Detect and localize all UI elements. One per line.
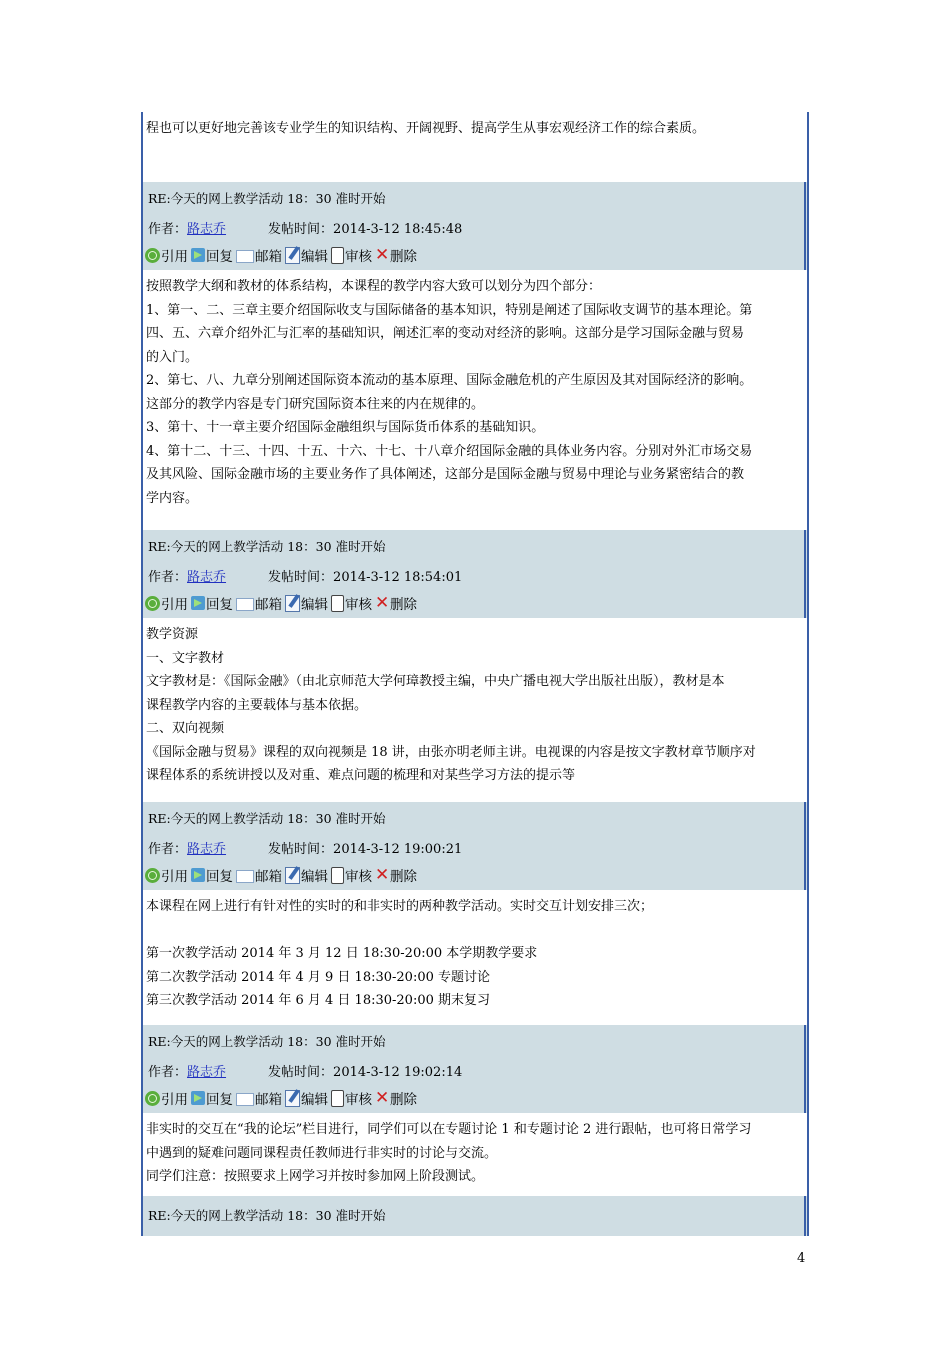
time-label: 发帖时间： <box>268 222 334 237</box>
quote-icon <box>145 596 160 611</box>
post-header <box>143 182 807 270</box>
quote-label: 引用 <box>161 1092 188 1108</box>
body-line: 中遇到的疑难问题同课程责任教师进行非实时的讨论与交流。 <box>146 1145 498 1161</box>
mail-icon <box>236 598 254 611</box>
author-label: 作者： <box>148 570 188 585</box>
quote-button[interactable] <box>145 1088 188 1108</box>
post-body <box>146 895 810 1013</box>
reply-icon <box>191 868 205 882</box>
body-line: 非实时的交互在“我的论坛”栏目进行，同学们可以在专题讨论 1 和专题讨论 2 进行跟帖，也可将日常学习 <box>146 1122 752 1137</box>
author-link[interactable]: 路志乔 <box>187 222 227 237</box>
mail-label: 邮箱 <box>255 249 282 265</box>
author-link[interactable]: 路志乔 <box>187 570 227 585</box>
body-line: 按照教学大纲和教材的体系结构，本课程的教学内容大致可以划分为四个部分： <box>146 279 602 294</box>
author-link[interactable]: 路志乔 <box>187 842 227 857</box>
edit-button[interactable] <box>285 245 328 265</box>
body-line: 文字教材是：《国际金融》（由北京师范大学何璋教授主编，中央广播电视大学出版社出版），教材是本 <box>146 674 725 689</box>
body-line: 3、第十、十一章主要介绍国际金融组织与国际货币体系的基础知识。 <box>146 420 545 435</box>
audit-icon <box>331 1090 344 1107</box>
post-title: RE:今天的网上教学活动 18：30 准时开始 <box>148 1034 386 1049</box>
post-header <box>143 1025 807 1113</box>
post-meta <box>148 1061 462 1080</box>
quote-label: 引用 <box>161 249 188 265</box>
delete-icon: ✕ <box>375 1088 390 1108</box>
quote-label: 引用 <box>161 597 188 613</box>
header-border <box>804 182 806 270</box>
post-title: RE:今天的网上教学活动 18：30 准时开始 <box>148 191 386 206</box>
delete-label: 删除 <box>390 597 417 613</box>
post-time: 2014-3-12 19:00:21 <box>333 842 463 857</box>
body-line: 学内容。 <box>146 490 199 506</box>
post-time: 2014-3-12 18:45:48 <box>333 222 463 237</box>
mail-icon <box>236 1093 254 1106</box>
quote-label: 引用 <box>161 869 188 885</box>
audit-label: 审核 <box>345 1092 372 1108</box>
reply-icon <box>191 596 205 610</box>
post-body <box>146 623 810 788</box>
delete-label: 删除 <box>390 1092 417 1108</box>
post-title: RE:今天的网上教学活动 18：30 准时开始 <box>148 1208 386 1223</box>
body-line: 二、双向视频 <box>146 721 225 736</box>
reply-icon <box>191 1091 205 1105</box>
reply-label: 回复 <box>206 597 233 613</box>
body-line: 这部分的教学内容是专门研究国际资本往来的内在规律的。 <box>146 396 485 412</box>
reply-label: 回复 <box>206 869 233 885</box>
body-line <box>146 919 810 943</box>
post-title: RE:今天的网上教学活动 18：30 准时开始 <box>148 539 386 554</box>
edit-icon <box>285 247 300 264</box>
edit-label: 编辑 <box>301 249 328 265</box>
time-label: 发帖时间： <box>268 842 334 857</box>
mail-label: 邮箱 <box>255 869 282 885</box>
post-meta <box>148 218 462 237</box>
body-line: 第三次教学活动 2014 年 6 月 4 日 18:30-20:00 期末复习 <box>146 993 491 1008</box>
edit-button[interactable] <box>285 1088 328 1108</box>
quote-icon <box>145 1091 160 1106</box>
mail-label: 邮箱 <box>255 597 282 613</box>
post-meta <box>148 838 462 857</box>
author-label: 作者： <box>148 222 188 237</box>
edit-icon <box>285 867 300 884</box>
body-line: 《国际金融与贸易》课程的双向视频是 18 讲，由张亦明老师主讲。电视课的内容是按文字教材章节顺序对 <box>146 744 756 760</box>
delete-button[interactable] <box>375 593 417 613</box>
author-label: 作者： <box>148 842 188 857</box>
quote-icon <box>145 868 160 883</box>
edit-icon <box>285 595 300 612</box>
author-link[interactable]: 路志乔 <box>187 1065 227 1080</box>
quote-button[interactable] <box>145 593 188 613</box>
author-label: 作者： <box>148 1065 188 1080</box>
mail-label: 邮箱 <box>255 1092 282 1108</box>
header-border <box>804 530 806 618</box>
edit-label: 编辑 <box>301 1092 328 1108</box>
body-line: 1、第一、二、三章主要介绍国际收支与国际储备的基本知识，特别是阐述了国际收支调节的基本理论。第 <box>146 302 753 318</box>
intro-paragraph <box>146 117 810 141</box>
delete-icon: ✕ <box>375 593 390 613</box>
quote-icon <box>145 248 160 263</box>
body-line: 一、文字教材 <box>146 650 225 666</box>
page-number: 4 <box>797 1251 806 1266</box>
edit-label: 编辑 <box>301 597 328 613</box>
delete-label: 删除 <box>390 869 417 885</box>
edit-icon <box>285 1090 300 1107</box>
edit-label: 编辑 <box>301 869 328 885</box>
reply-label: 回复 <box>206 249 233 265</box>
delete-button[interactable] <box>375 1088 417 1108</box>
post-toolbar <box>145 865 420 885</box>
mail-button[interactable] <box>236 245 282 265</box>
delete-label: 删除 <box>390 249 417 265</box>
post-body <box>146 275 810 510</box>
audit-label: 审核 <box>345 597 372 613</box>
reply-label: 回复 <box>206 1092 233 1108</box>
body-line: 四、五、六章介绍外汇与汇率的基础知识，阐述汇率的变动对经济的影响。这部分是学习国际金融与贸易 <box>146 326 745 341</box>
mail-button[interactable] <box>236 593 282 613</box>
post-meta <box>148 566 462 585</box>
body-line: 4、第十二、十三、十四、十五、十六、十七、十八章介绍国际金融的具体业务内容。分别对外汇市场交易 <box>146 443 753 459</box>
body-line: 2、第七、八、九章分别阐述国际资本流动的基本原理、国际金融危机的产生原因及其对国际经济的影响。 <box>146 373 753 388</box>
quote-button[interactable] <box>145 865 188 885</box>
body-line: 本课程在网上进行有针对性的实时的和非实时的两种教学活动。实时交互计划安排三次； <box>146 899 654 914</box>
reply-button[interactable] <box>191 1088 233 1108</box>
post-header <box>143 530 807 618</box>
audit-button[interactable] <box>331 1088 372 1108</box>
post-time: 2014-3-12 18:54:01 <box>333 570 463 585</box>
reply-button[interactable] <box>191 593 233 613</box>
mail-icon <box>236 250 254 263</box>
time-label: 发帖时间： <box>268 570 334 585</box>
delete-button[interactable] <box>375 865 417 885</box>
post-toolbar <box>145 593 420 613</box>
post-toolbar <box>145 245 420 265</box>
body-line: 第一次教学活动 2014 年 3 月 12 日 18:30-20:00 本学期教学要求 <box>146 946 538 961</box>
intro-line: 程也可以更好地完善该专业学生的知识结构、开阔视野、提高学生从事宏观经济工作的综合素质。 <box>146 121 706 136</box>
quote-button[interactable] <box>145 245 188 265</box>
header-border <box>804 1196 806 1236</box>
audit-label: 审核 <box>345 869 372 885</box>
audit-icon <box>331 867 344 884</box>
time-label: 发帖时间： <box>268 1065 334 1080</box>
post-time: 2014-3-12 19:02:14 <box>333 1065 463 1080</box>
header-border <box>804 802 806 890</box>
post-header <box>143 1196 807 1236</box>
reply-button[interactable] <box>191 245 233 265</box>
audit-icon <box>331 595 344 612</box>
delete-icon: ✕ <box>375 865 390 885</box>
audit-button[interactable] <box>331 865 372 885</box>
mail-button[interactable] <box>236 1088 282 1108</box>
edit-button[interactable] <box>285 865 328 885</box>
body-line: 及其风险、国际金融市场的主要业务作了具体阐述，这部分是国际金融与贸易中理论与业务紧密结合的教 <box>146 467 745 482</box>
post-header <box>143 802 807 890</box>
audit-label: 审核 <box>345 249 372 265</box>
body-line: 课程体系的系统讲授以及对重、难点问题的梳理和对某些学习方法的提示等 <box>146 768 576 783</box>
delete-icon: ✕ <box>375 245 390 265</box>
reply-icon <box>191 248 205 262</box>
audit-button[interactable] <box>331 593 372 613</box>
post-toolbar <box>145 1088 420 1108</box>
body-line: 同学们注意：按照要求上网学习并按时参加网上阶段测试。 <box>146 1169 485 1184</box>
body-line: 的入门。 <box>146 349 199 365</box>
post-body <box>146 1118 810 1189</box>
delete-button[interactable] <box>375 245 417 265</box>
body-line: 第二次教学活动 2014 年 4 月 9 日 18:30-20:00 专题讨论 <box>146 969 491 985</box>
body-line: 课程教学内容的主要载体与基本依据。 <box>146 697 368 713</box>
body-line: 教学资源 <box>146 627 199 642</box>
audit-button[interactable] <box>331 245 372 265</box>
reply-button[interactable] <box>191 865 233 885</box>
mail-icon <box>236 870 254 883</box>
post-title: RE:今天的网上教学活动 18：30 准时开始 <box>148 811 386 826</box>
mail-button[interactable] <box>236 865 282 885</box>
header-border <box>804 1025 806 1113</box>
edit-button[interactable] <box>285 593 328 613</box>
audit-icon <box>331 247 344 264</box>
